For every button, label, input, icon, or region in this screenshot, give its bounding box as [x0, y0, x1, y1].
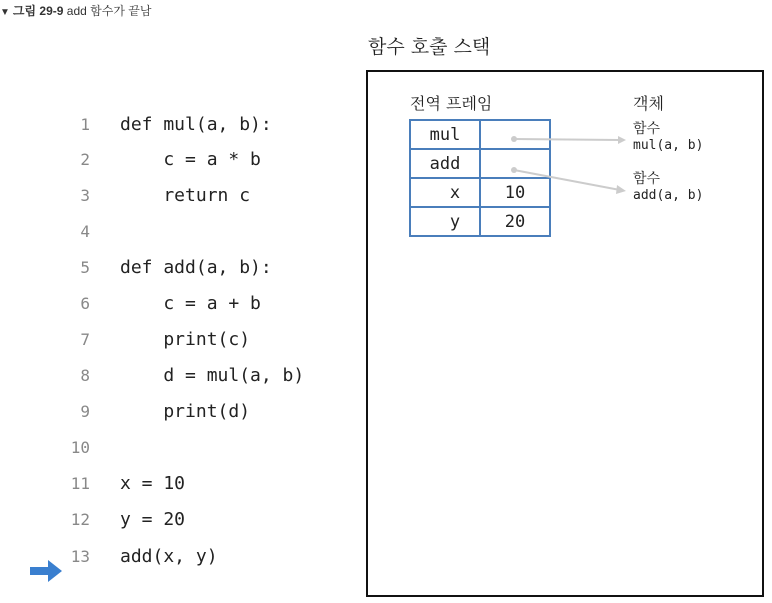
code-line: def mul(a, b):: [120, 114, 272, 135]
line-number: 5: [80, 258, 90, 277]
variable-name: x: [410, 178, 480, 207]
line-number: 10: [70, 438, 90, 457]
line-number: 13: [70, 547, 90, 566]
object-kind: 함수: [633, 171, 661, 187]
variable-value: 10: [480, 178, 550, 207]
code-line: print(c): [120, 329, 251, 350]
triangle-icon: ▼: [0, 7, 10, 18]
line-number: 11: [70, 474, 90, 493]
line-number: 12: [70, 510, 90, 529]
object-kind: 함수: [633, 121, 661, 137]
code-line: print(d): [120, 401, 251, 422]
code-line: c = a * b: [120, 149, 261, 170]
line-number: 1: [80, 115, 90, 134]
object-signature: add(a, b): [633, 188, 704, 203]
figure-label: 그림 29-9: [12, 4, 64, 18]
line-number: 3: [80, 186, 90, 205]
variable-name: add: [410, 149, 480, 178]
object-signature: mul(a, b): [633, 138, 704, 153]
line-number: 4: [80, 222, 90, 241]
code-line: return c: [120, 185, 251, 206]
variable-value: 20: [480, 207, 550, 236]
line-number: 2: [80, 150, 90, 169]
line-number: 6: [80, 294, 90, 313]
figure-caption-text: add 함수가 끝남: [63, 4, 152, 18]
line-number: 7: [80, 330, 90, 349]
code-line: c = a + b: [120, 293, 261, 314]
code-line: x = 10: [120, 473, 186, 494]
variable-name: y: [410, 207, 480, 236]
code-line: add(x, y): [120, 546, 218, 567]
code-line: d = mul(a, b): [120, 365, 305, 386]
global-frame-title: 전역 프레임: [410, 94, 493, 113]
line-number: 9: [80, 402, 90, 421]
add-reference-arrow: [511, 167, 626, 194]
code-line: def add(a, b):: [120, 257, 272, 278]
line-number: 8: [80, 366, 90, 385]
call-stack-title: 함수 호출 스택: [368, 36, 491, 58]
mul-reference-arrow: [511, 136, 626, 144]
objects-title: 객체: [633, 94, 664, 113]
variable-name: mul: [410, 120, 480, 149]
code-line: y = 20: [120, 509, 186, 530]
